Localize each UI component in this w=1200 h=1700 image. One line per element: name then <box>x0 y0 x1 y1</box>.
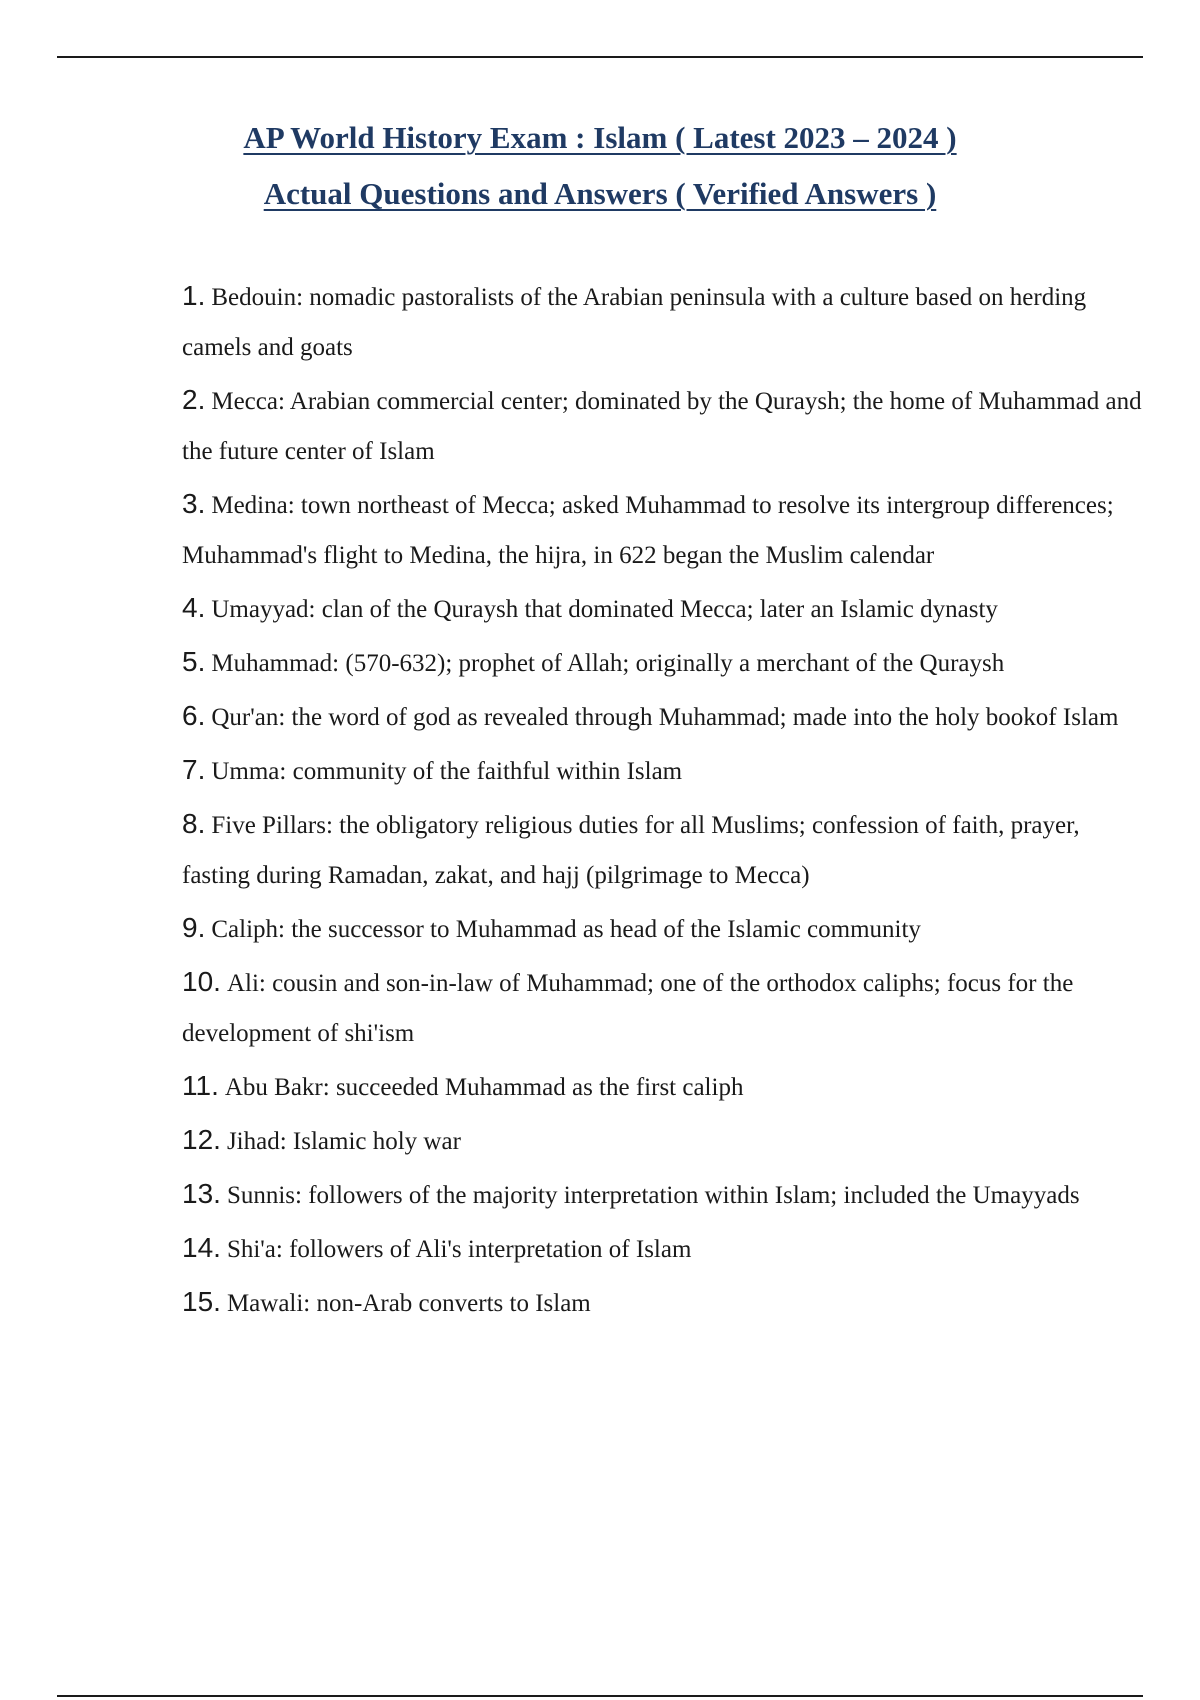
item-text: Mecca: Arabian commercial center; dominated by the Quraysh; the home of Muhammad and the future center of Islam <box>182 388 1142 465</box>
qa-item <box>182 637 1142 689</box>
qa-item <box>182 1169 1142 1221</box>
item-number: 15. <box>182 1286 221 1317</box>
item-text: Umayyad: clan of the Quraysh that dominated Mecca; later an Islamic dynasty <box>211 596 998 623</box>
item-text: Qur'an: the word of god as revealed through Muhammad; made into the holy bookof Islam <box>211 704 1119 731</box>
qa-item <box>182 479 1142 581</box>
bottom-rule <box>57 1695 1143 1697</box>
item-number: 11. <box>182 1070 219 1101</box>
qa-item <box>182 1115 1142 1167</box>
qa-item <box>182 903 1142 955</box>
item-text: Muhammad: (570-632); prophet of Allah; originally a merchant of the Quraysh <box>211 650 1005 677</box>
qa-item <box>182 745 1142 797</box>
item-text: Mawali: non-Arab converts to Islam <box>226 1290 591 1317</box>
item-number: 7. <box>182 754 206 785</box>
item-text: Jihad: Islamic holy war <box>226 1128 461 1155</box>
qa-item <box>182 1223 1142 1275</box>
document-title <box>0 110 1200 222</box>
item-number: 3. <box>182 488 206 519</box>
item-number: 14. <box>182 1232 221 1263</box>
item-number: 2. <box>182 384 206 415</box>
item-number: 1. <box>182 280 206 311</box>
qa-item <box>182 375 1142 477</box>
item-number: 8. <box>182 808 206 839</box>
item-text: Umma: community of the faithful within Islam <box>211 758 683 785</box>
item-text: Shi'a: followers of Ali's interpretation of Islam <box>226 1236 692 1263</box>
qa-item <box>182 1277 1142 1329</box>
item-text: Ali: cousin and son-in-law of Muhammad; one of the orthodox caliphs; focus for the development of shi'ism <box>182 970 1074 1047</box>
item-text: Sunnis: followers of the majority interpretation within Islam; included the Umayyads <box>226 1182 1080 1209</box>
item-number: 9. <box>182 912 206 943</box>
item-number: 12. <box>182 1124 221 1155</box>
qa-list <box>182 271 1142 1331</box>
item-text: Bedouin: nomadic pastoralists of the Arabian peninsula with a culture based on herding camels and goats <box>182 284 1087 361</box>
qa-item <box>182 271 1142 373</box>
item-text: Medina: town northeast of Mecca; asked Muhammad to resolve its intergroup differences; Muhammad's flight to Medina, the hijra, in 622 began the Muslim calendar <box>182 492 1114 569</box>
item-text: Caliph: the successor to Muhammad as head of the Islamic community <box>211 916 921 943</box>
item-number: 13. <box>182 1178 221 1209</box>
qa-item <box>182 1061 1142 1113</box>
item-number: 6. <box>182 700 206 731</box>
qa-item <box>182 583 1142 635</box>
qa-item <box>182 957 1142 1059</box>
item-number: 10. <box>182 966 221 997</box>
item-number: 4. <box>182 592 206 623</box>
top-rule <box>57 56 1143 58</box>
item-number: 5. <box>182 646 206 677</box>
qa-item <box>182 799 1142 901</box>
title-line-2: Actual Questions and Answers ( Verified Answers ) <box>263 176 937 211</box>
item-text: Five Pillars: the obligatory religious duties for all Muslims; confession of faith, prayer, fasting during Ramadan, zakat, and hajj (pilgrimage to Mecca) <box>182 812 1080 889</box>
item-text: Abu Bakr: succeeded Muhammad as the first caliph <box>224 1074 744 1101</box>
title-line-1: AP World History Exam : Islam ( Latest 2023 – 2024 ) <box>243 120 957 155</box>
qa-item <box>182 691 1142 743</box>
